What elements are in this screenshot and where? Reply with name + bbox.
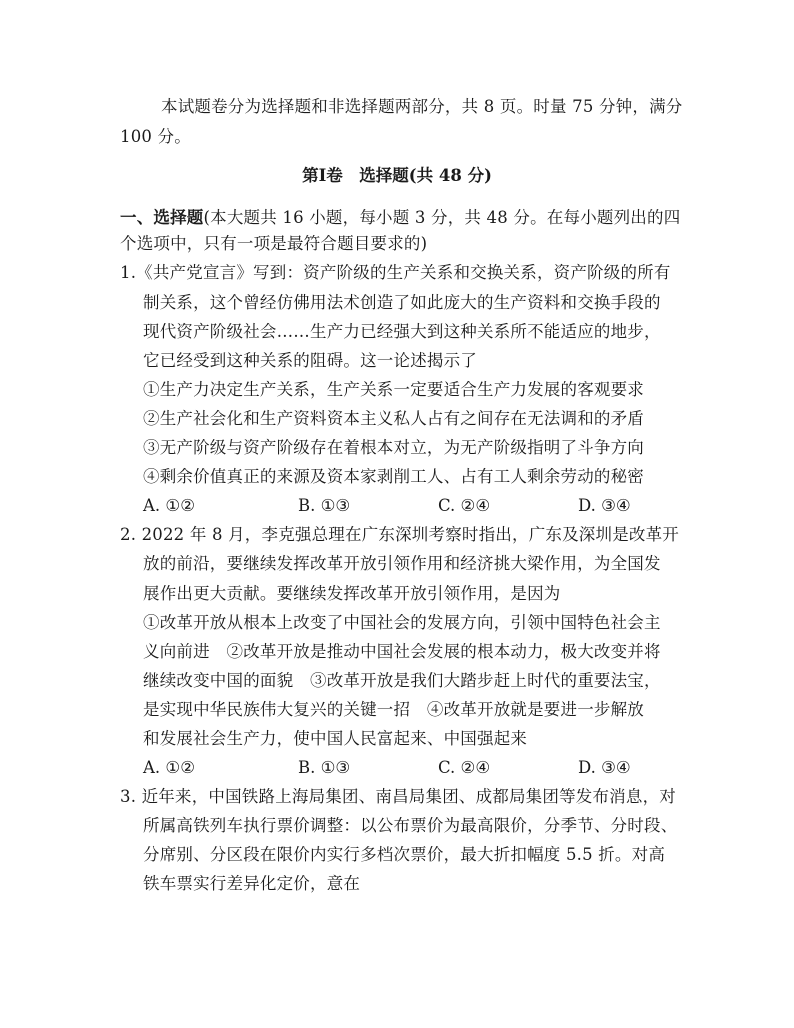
option-d[interactable]: D. ③④	[578, 496, 631, 515]
question-line: 放的前沿，要继续发挥改革开放引领作用和经济挑大梁作用，为全国发	[143, 554, 661, 573]
option-b[interactable]: B. ①③	[298, 758, 351, 777]
question-line: 和发展社会生产力，使中国人民富起来、中国强起来	[143, 729, 528, 748]
section-heading	[120, 208, 680, 228]
question-line: 展作出更大贡献。要继续发挥改革开放引领作用，是因为	[143, 584, 561, 603]
option-c[interactable]: C. ②④	[438, 758, 491, 777]
question-line: 它已经受到这种关系的阻碍。这一论述揭示了	[143, 351, 477, 370]
intro-line-2: 100 分。	[120, 127, 191, 146]
question-line: 现代资产阶级社会……生产力已经强大到这种关系所不能适应的地步，	[143, 322, 661, 341]
question-line: 2. 2022 年 8 月，李克强总理在广东深圳考察时指出，广东及深圳是改革开	[120, 525, 680, 544]
section-head-label: 一、选择题	[120, 208, 204, 227]
part-title: 第Ⅰ卷 选择题(共 48 分)	[302, 166, 492, 185]
question-line: 分席别、分区段在限价内实行多档次票价，最大折扣幅度 5.5 折。对高	[143, 845, 666, 864]
option-a[interactable]: A. ①②	[143, 758, 195, 777]
question-line: 继续改变中国的面貌 ③改革开放是我们大踏步赶上时代的重要法宝，	[143, 671, 661, 690]
question-line: 所属高铁列车执行票价调整：以公布票价为最高限价，分季节、分时段、	[143, 816, 678, 835]
section-desc-2: 个选项中，只有一项是最符合题目要求的)	[120, 234, 428, 253]
statement-3: ③无产阶级与资产阶级存在着根本对立，为无产阶级指明了斗争方向	[143, 438, 644, 457]
statement-2: ②生产社会化和生产资料资本主义私人占有之间存在无法调和的矛盾	[143, 409, 644, 428]
question-line: ①改革开放从根本上改变了中国社会的发展方向，引领中国特色社会主	[143, 613, 661, 632]
option-c[interactable]: C. ②④	[438, 496, 491, 515]
question-line: 是实现中华民族伟大复兴的关键一招 ④改革开放就是要进一步解放	[143, 700, 644, 719]
question-line: 铁车票实行差异化定价，意在	[143, 874, 361, 893]
question-line: 3. 近年来，中国铁路上海局集团、南昌局集团、成都局集团等发布消息，对	[120, 787, 676, 806]
section-desc-1: (本大题共 16 小题，每小题 3 分，共 48 分。在每小题列出的四	[203, 208, 681, 227]
question-line: 1.《共产党宣言》写到：资产阶级的生产关系和交换关系，资产阶级的所有	[120, 263, 671, 282]
intro-line-1: 本试题卷分为选择题和非选择题两部分，共 8 页。时量 75 分钟，满分	[161, 97, 683, 116]
statement-1: ①生产力决定生产关系，生产关系一定要适合生产力发展的客观要求	[143, 380, 644, 399]
question-line: 义向前进 ②改革开放是推动中国社会发展的根本动力，极大改变并将	[143, 642, 661, 661]
option-a[interactable]: A. ①②	[143, 496, 195, 515]
statement-4: ④剩余价值真正的来源及资本家剥削工人、占有工人剩余劳动的秘密	[143, 467, 644, 486]
question-line: 制关系，这个曾经仿佛用法术创造了如此庞大的生产资料和交换手段的	[143, 293, 661, 312]
option-b[interactable]: B. ①③	[298, 496, 351, 515]
option-d[interactable]: D. ③④	[578, 758, 631, 777]
